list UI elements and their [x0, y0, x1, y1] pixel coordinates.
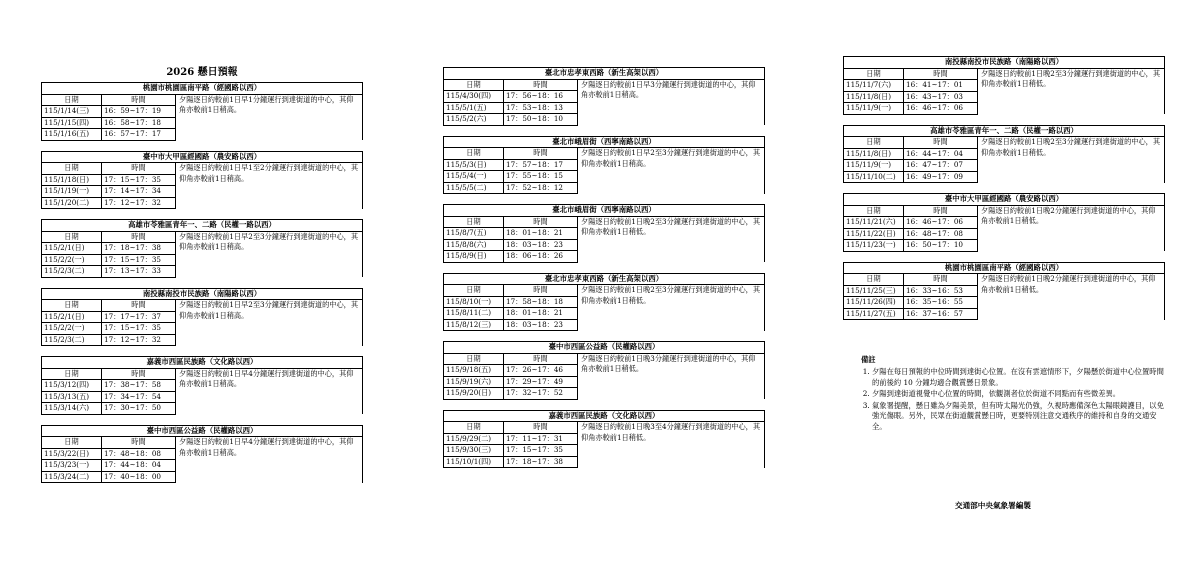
time-cell: 17：29~17：49	[504, 376, 578, 388]
issuer: 交通部中央氣象署編製	[955, 501, 1031, 510]
time-header: 時間	[504, 285, 578, 297]
date-cell: 115/11/7(六)	[844, 80, 904, 92]
date-header: 日期	[42, 94, 102, 106]
date-header: 日期	[444, 216, 504, 228]
date-cell: 115/11/25(三)	[844, 285, 904, 297]
note-item: 2. 夕陽到達街道視覺中心位置的時間，依觀測者位於街道不同點而有些微差異。	[872, 389, 1168, 400]
time-cell: 17：34~17：54	[102, 391, 176, 403]
forecast-note: 夕陽逐日約較前1日晚2至3分鐘運行到達街道的中心，其仰角亦較前1日稍低。	[578, 216, 765, 262]
date-header: 日期	[42, 231, 102, 243]
time-cell: 17：52~18：12	[504, 182, 578, 194]
time-header: 時間	[904, 137, 978, 149]
forecast-note: 夕陽逐日約較前1日早4分鐘運行到達街道的中心，其仰角亦較前1日稍高。	[176, 368, 363, 414]
date-header: 日期	[42, 437, 102, 449]
time-cell: 17：55~18：15	[504, 171, 578, 183]
location-title: 高雄市苓雅區青年一、二路（民權一路以西）	[844, 125, 1165, 137]
date-header: 日期	[844, 205, 904, 217]
time-cell: 17：17~17：37	[102, 311, 176, 323]
date-cell: 115/2/1(日)	[42, 243, 102, 255]
notes-title: 備註	[861, 355, 876, 364]
forecast-table	[843, 262, 1165, 321]
time-header: 時間	[904, 68, 978, 80]
time-cell: 17：11~17：31	[504, 433, 578, 445]
time-header: 時間	[102, 368, 176, 380]
notes-section	[858, 355, 1168, 433]
time-header: 時間	[102, 94, 176, 106]
time-cell: 17：32~17：52	[504, 388, 578, 400]
forecast-note: 夕陽逐日約較前1日晚2分鐘運行到達街道的中心，其仰角亦較前1日稍低。	[978, 274, 1165, 320]
date-cell: 115/1/19(一)	[42, 186, 102, 198]
date-cell: 115/11/8(日)	[844, 91, 904, 103]
forecast-table	[843, 193, 1165, 252]
date-cell: 115/5/2(六)	[444, 114, 504, 126]
time-cell: 17：15~17：35	[102, 323, 176, 335]
location-title: 嘉義市西區民族路（文化路以西）	[444, 410, 765, 422]
time-cell: 17：44~18：04	[102, 460, 176, 472]
blocks-middle	[443, 67, 765, 468]
time-header: 時間	[504, 353, 578, 365]
time-header: 時間	[504, 79, 578, 91]
time-cell: 17：14~17：34	[102, 186, 176, 198]
date-cell: 115/1/15(四)	[42, 117, 102, 129]
time-header: 時間	[904, 205, 978, 217]
time-cell: 16：33~16：53	[904, 285, 978, 297]
time-cell: 16：43~17：03	[904, 91, 978, 103]
time-cell: 18：06~18：26	[504, 251, 578, 263]
time-cell: 18：01~18：21	[504, 308, 578, 320]
forecast-table	[41, 219, 363, 278]
note-item: 3. 氣象署提醒，懸日雖為夕陽美景，但有時太陽光仍強，久視時應備深色太陽眼鏡護目，以免強光傷眼。另外，民眾在街道觀賞懸日時，更要特別注意交通秩序的維持和自身的交通安全。	[872, 401, 1168, 433]
time-cell: 17：26~17：46	[504, 365, 578, 377]
location-title: 臺中市大甲區經國路（農安路以西）	[42, 151, 363, 163]
time-cell: 16：46~17：06	[904, 103, 978, 115]
date-cell: 115/1/18(日)	[42, 174, 102, 186]
notes-list	[858, 367, 1168, 432]
forecast-table	[443, 341, 765, 400]
location-title: 桃園市桃園區南平路（經國路以西）	[844, 262, 1165, 274]
date-cell: 115/5/3(日)	[444, 159, 504, 171]
date-cell: 115/2/3(二)	[42, 334, 102, 346]
forecast-note: 夕陽逐日約較前1日晚2至3分鐘運行到達街道的中心，其仰角亦較前1日稍低。	[578, 285, 765, 331]
date-cell: 115/11/23(一)	[844, 240, 904, 252]
date-cell: 115/3/24(二)	[42, 471, 102, 483]
time-cell: 18：03~18：23	[504, 239, 578, 251]
location-title: 高雄市苓雅區青年一、二路（民權一路以西）	[42, 220, 363, 232]
date-cell: 115/9/18(五)	[444, 365, 504, 377]
location-title: 臺中市西區公益路（民權路以西）	[444, 342, 765, 354]
time-cell: 17：57~18：17	[504, 159, 578, 171]
date-header: 日期	[444, 148, 504, 160]
forecast-table	[843, 56, 1165, 115]
date-cell: 115/11/22(日)	[844, 228, 904, 240]
time-header: 時間	[904, 274, 978, 286]
date-cell: 115/2/2(一)	[42, 254, 102, 266]
time-cell: 17：15~17：35	[102, 174, 176, 186]
blocks-right	[843, 56, 1165, 320]
location-title: 南投縣南投市民族路（南陽路以西）	[42, 288, 363, 300]
time-header: 時間	[504, 422, 578, 434]
forecast-table	[41, 288, 363, 347]
forecast-note: 夕陽逐日約較前1日早2至3分鐘運行到達街道的中心，其仰角亦較前1日稍高。	[176, 300, 363, 346]
date-cell: 115/1/16(五)	[42, 129, 102, 141]
forecast-note: 夕陽逐日約較前1日晚3分鐘運行到達街道的中心，其仰角亦較前1日稍低。	[578, 353, 765, 399]
location-title: 臺北市忠孝東西路（新生高架以西）	[444, 273, 765, 285]
forecast-note: 夕陽逐日約較前1日晚2至3分鐘運行到達街道的中心，其仰角亦較前1日稍低。	[978, 137, 1165, 183]
date-cell: 115/3/12(四)	[42, 380, 102, 392]
date-cell: 115/9/30(三)	[444, 445, 504, 457]
date-cell: 115/11/9(一)	[844, 103, 904, 115]
date-cell: 115/4/30(四)	[444, 91, 504, 103]
date-cell: 115/8/7(五)	[444, 228, 504, 240]
time-cell: 18：01~18：21	[504, 228, 578, 240]
date-header: 日期	[844, 274, 904, 286]
time-cell: 17：18~17：38	[102, 243, 176, 255]
time-cell: 16：49~17：09	[904, 171, 978, 183]
date-cell: 115/2/3(二)	[42, 266, 102, 278]
date-cell: 115/11/8(日)	[844, 148, 904, 160]
forecast-note: 夕陽逐日約較前1日晚2至3分鐘運行到達街道的中心，其仰角亦較前1日稍低。	[978, 68, 1165, 114]
date-cell: 115/8/9(日)	[444, 251, 504, 263]
date-cell: 115/8/11(二)	[444, 308, 504, 320]
time-cell: 17：18~17：38	[504, 456, 578, 468]
date-cell: 115/9/19(六)	[444, 376, 504, 388]
time-cell: 17：15~17：35	[504, 445, 578, 457]
time-cell: 16：44~17：04	[904, 148, 978, 160]
time-cell: 16：35~16：55	[904, 297, 978, 309]
forecast-note: 夕陽逐日約較前1日早1分鐘運行到達街道的中心，其仰角亦較前1日稍高。	[176, 94, 363, 140]
forecast-note: 夕陽逐日約較前1日晚3至4分鐘運行到達街道的中心，其仰角亦較前1日稍低。	[578, 422, 765, 468]
date-cell: 115/8/8(六)	[444, 239, 504, 251]
time-cell: 16：41~17：01	[904, 80, 978, 92]
date-header: 日期	[444, 285, 504, 297]
date-cell: 115/3/13(五)	[42, 391, 102, 403]
time-cell: 16：46~17：06	[904, 217, 978, 229]
time-cell: 16：59~17：19	[102, 106, 176, 118]
time-header: 時間	[102, 300, 176, 312]
date-header: 日期	[42, 300, 102, 312]
time-cell: 17：58~18：18	[504, 296, 578, 308]
blocks-left	[41, 82, 363, 483]
forecast-table	[41, 425, 363, 484]
date-cell: 115/11/21(六)	[844, 217, 904, 229]
time-cell: 16：47~17：07	[904, 160, 978, 172]
date-cell: 115/1/14(三)	[42, 106, 102, 118]
time-cell: 17：56~18：16	[504, 91, 578, 103]
time-cell: 16：37~16：57	[904, 308, 978, 320]
date-cell: 115/5/4(一)	[444, 171, 504, 183]
date-header: 日期	[42, 163, 102, 175]
forecast-note: 夕陽逐日約較前1日早2至3分鐘運行到達街道的中心，其仰角亦較前1日稍高。	[176, 231, 363, 277]
date-cell: 115/10/1(四)	[444, 456, 504, 468]
time-cell: 17：48~18：08	[102, 448, 176, 460]
location-title: 桃園市桃園區南平路（經國路以西）	[42, 83, 363, 95]
forecast-table	[443, 67, 765, 126]
date-cell: 115/11/27(五)	[844, 308, 904, 320]
date-cell: 115/3/14(六)	[42, 403, 102, 415]
date-cell: 115/8/12(三)	[444, 319, 504, 331]
time-header: 時間	[102, 437, 176, 449]
time-header: 時間	[504, 148, 578, 160]
time-cell: 18：03~18：23	[504, 319, 578, 331]
time-cell: 16：58~17：18	[102, 117, 176, 129]
forecast-table	[41, 82, 363, 141]
date-cell: 115/3/22(日)	[42, 448, 102, 460]
forecast-note: 夕陽逐日約較前1日早2至3分鐘運行到達街道的中心，其仰角亦較前1日稍高。	[578, 148, 765, 194]
date-cell: 115/1/20(二)	[42, 197, 102, 209]
location-title: 南投縣南投市民族路（南陽路以西）	[844, 57, 1165, 69]
date-cell: 115/2/2(一)	[42, 323, 102, 335]
date-header: 日期	[844, 68, 904, 80]
date-cell: 115/5/1(五)	[444, 102, 504, 114]
time-cell: 16：48~17：08	[904, 228, 978, 240]
note-item: 1. 夕陽在每日預報的中位時間到達街心位置。在沒有雲遮情形下，夕陽懸於街道中心位置時間的前後約 10 分鐘均適合觀賞懸日景象。	[872, 367, 1168, 388]
location-title: 臺北市峨眉街（西寧南路以西）	[444, 136, 765, 148]
time-cell: 17：30~17：50	[102, 403, 176, 415]
date-header: 日期	[444, 353, 504, 365]
date-header: 日期	[444, 422, 504, 434]
forecast-table	[443, 273, 765, 332]
location-title: 臺北市忠孝東西路（新生高架以西）	[444, 68, 765, 80]
forecast-note: 夕陽逐日約較前1日早4分鐘運行到達街道的中心，其仰角亦較前1日稍高。	[176, 437, 363, 483]
forecast-table	[843, 125, 1165, 184]
forecast-table	[41, 356, 363, 415]
time-cell: 17：13~17：33	[102, 266, 176, 278]
date-cell: 115/2/1(日)	[42, 311, 102, 323]
time-cell: 17：12~17：32	[102, 334, 176, 346]
forecast-note: 夕陽逐日約較前1日早3分鐘運行到達街道的中心，其仰角亦較前1日稍高。	[578, 79, 765, 125]
time-cell: 17：12~17：32	[102, 197, 176, 209]
time-cell: 17：15~17：35	[102, 254, 176, 266]
time-cell: 17：38~17：58	[102, 380, 176, 392]
date-cell: 115/9/29(二)	[444, 433, 504, 445]
page-title: 2026 懸日預報	[166, 67, 238, 78]
time-header: 時間	[102, 163, 176, 175]
time-cell: 16：50~17：10	[904, 240, 978, 252]
location-title: 嘉義市西區民族路（文化路以西）	[42, 357, 363, 369]
time-header: 時間	[102, 231, 176, 243]
time-cell: 17：50~18：10	[504, 114, 578, 126]
column-right	[843, 56, 1165, 330]
date-header: 日期	[844, 137, 904, 149]
forecast-table	[443, 204, 765, 263]
date-header: 日期	[42, 368, 102, 380]
date-cell: 115/8/10(一)	[444, 296, 504, 308]
location-title: 臺北市峨眉街（西寧南路以西）	[444, 205, 765, 217]
forecast-note: 夕陽逐日約較前1日早1至2分鐘運行到達街道的中心，其仰角亦較前1日稍高。	[176, 163, 363, 209]
column-left	[41, 66, 363, 493]
time-header: 時間	[504, 216, 578, 228]
forecast-table	[443, 410, 765, 469]
date-cell: 115/11/9(一)	[844, 160, 904, 172]
date-cell: 115/11/26(四)	[844, 297, 904, 309]
time-cell: 17：53~18：13	[504, 102, 578, 114]
location-title: 臺中市西區公益路（民權路以西）	[42, 425, 363, 437]
date-cell: 115/9/20(日)	[444, 388, 504, 400]
time-cell: 16：57~17：17	[102, 129, 176, 141]
location-title: 臺中市大甲區經國路（農安路以西）	[844, 194, 1165, 206]
time-cell: 17：40~18：00	[102, 471, 176, 483]
date-cell: 115/5/5(二)	[444, 182, 504, 194]
forecast-table	[443, 136, 765, 195]
forecast-note: 夕陽逐日約較前1日晚2分鐘運行到達街道的中心，其仰角亦較前1日稍低。	[978, 205, 1165, 251]
forecast-table	[41, 151, 363, 210]
date-header: 日期	[444, 79, 504, 91]
column-middle	[443, 67, 765, 478]
date-cell: 115/11/10(二)	[844, 171, 904, 183]
date-cell: 115/3/23(一)	[42, 460, 102, 472]
